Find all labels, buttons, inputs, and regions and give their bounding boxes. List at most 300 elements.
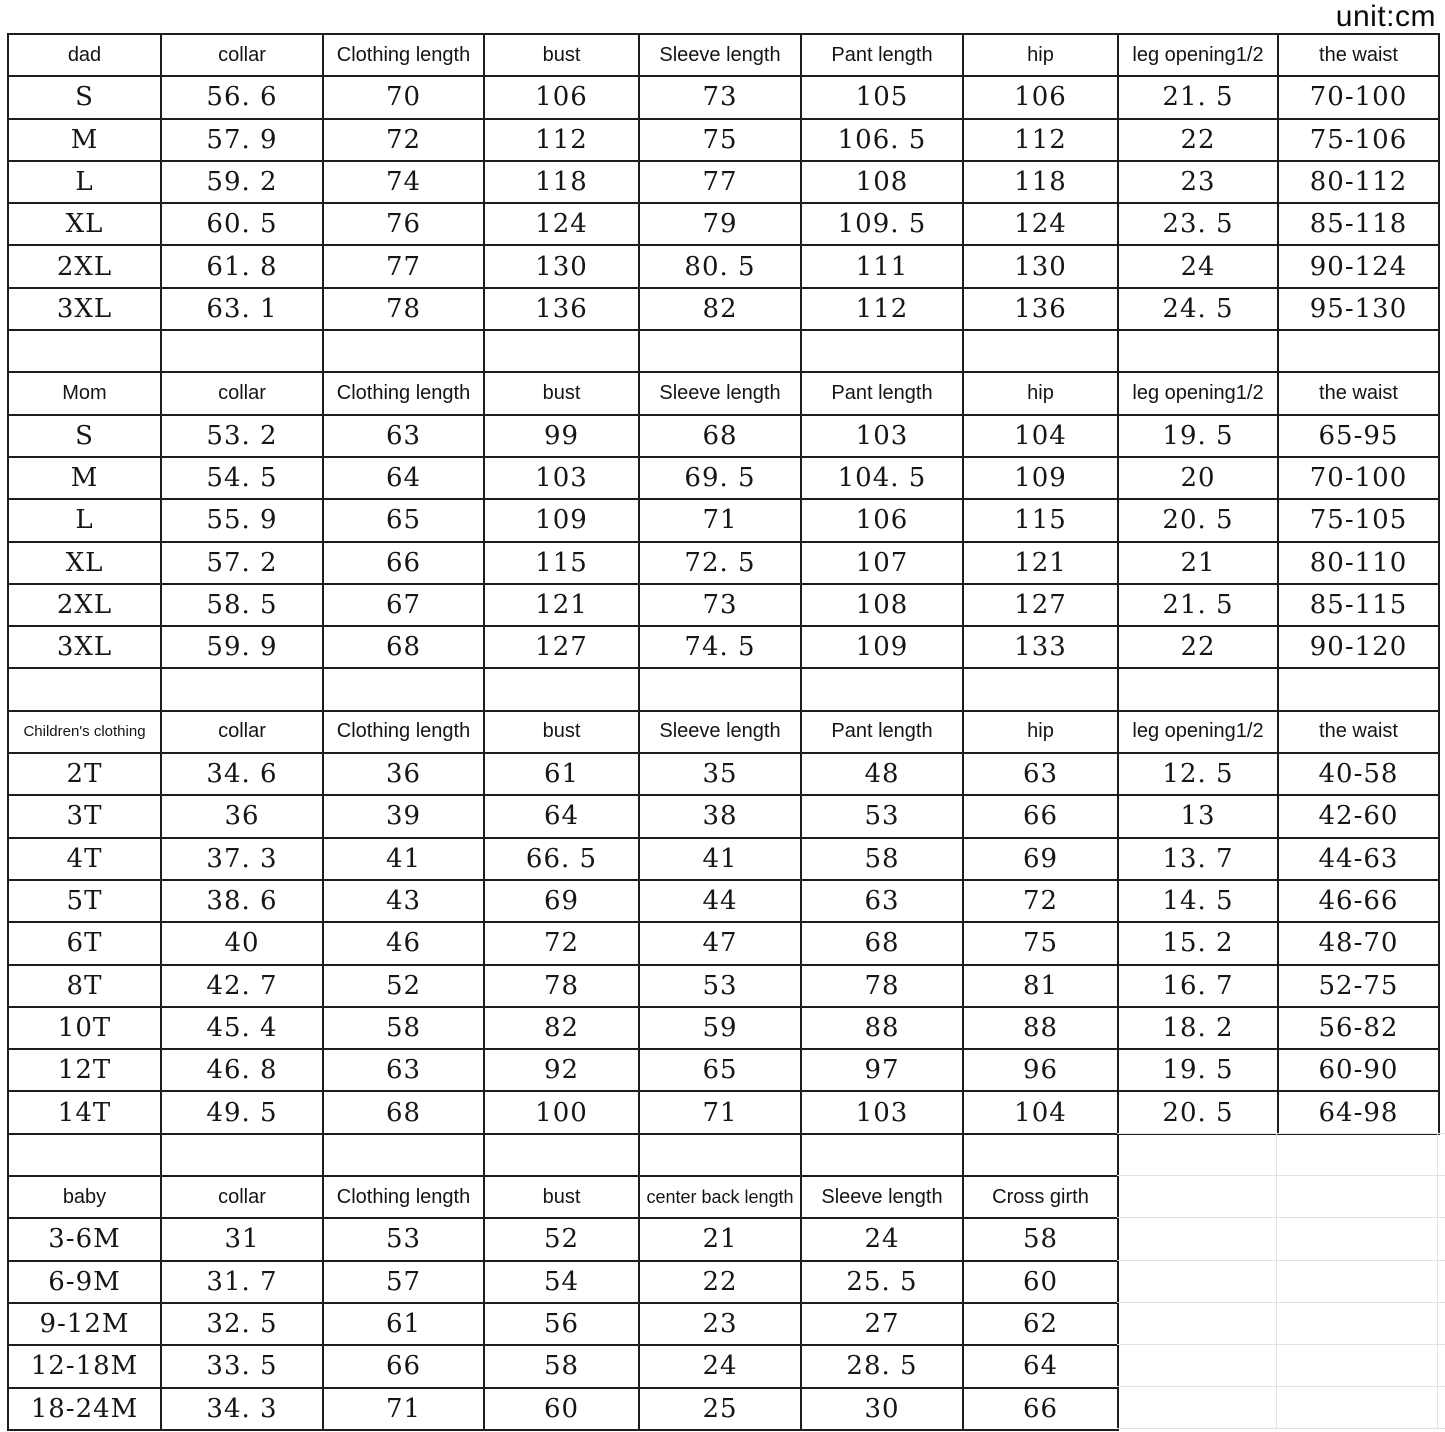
value-cell: 57. 2 [161,542,323,584]
value-cell: 78 [323,288,484,330]
value-cell: 44 [639,880,801,922]
size-label-cell: 9-12M [8,1303,161,1345]
value-cell: 60 [484,1388,639,1430]
size-label-cell: 3XL [8,288,161,330]
value-cell: 42-60 [1278,795,1439,837]
size-label-cell: S [8,415,161,457]
size-row [8,1345,1118,1387]
column-header-cell: bust [484,711,639,753]
value-cell: 107 [801,542,963,584]
empty-cell [484,1134,639,1176]
value-cell: 48 [801,753,963,795]
value-cell: 14. 5 [1118,880,1278,922]
value-cell: 103 [801,1091,963,1133]
empty-cell [1118,330,1278,372]
value-cell: 130 [484,245,639,287]
size-row [8,76,1439,118]
children-size-table [7,710,1440,1135]
column-header-cell: Sleeve length [639,34,801,76]
size-row [8,542,1439,584]
faint-gridline-h [1117,1133,1445,1134]
value-cell: 28. 5 [801,1345,963,1387]
value-cell: 79 [639,203,801,245]
value-cell: 57 [323,1261,484,1303]
value-cell: 66 [323,542,484,584]
size-label-cell: 5T [8,880,161,922]
column-header-cell: Clothing length [323,372,484,414]
empty-cell [323,330,484,372]
column-header-cell: Sleeve length [639,372,801,414]
value-cell: 59 [639,1007,801,1049]
size-label-cell: 18-24M [8,1388,161,1430]
column-header-cell: hip [963,711,1118,753]
column-header-cell: Sleeve length [801,1176,963,1218]
value-cell: 56 [484,1303,639,1345]
header-row [8,1176,1118,1218]
value-cell: 61. 8 [161,245,323,287]
value-cell: 78 [484,965,639,1007]
section-header-cell: dad [8,34,161,76]
value-cell: 96 [963,1049,1118,1091]
column-header-cell: collar [161,372,323,414]
size-row [8,1218,1118,1260]
value-cell: 34. 3 [161,1388,323,1430]
value-cell: 72 [963,880,1118,922]
value-cell: 67 [323,584,484,626]
empty-cell [963,1134,1118,1176]
value-cell: 58 [484,1345,639,1387]
separator-row [7,667,1440,711]
value-cell: 90-120 [1278,626,1439,668]
value-cell: 81 [963,965,1118,1007]
value-cell: 53 [639,965,801,1007]
size-label-cell: 2XL [8,584,161,626]
value-cell: 23 [639,1303,801,1345]
value-cell: 112 [484,119,639,161]
value-cell: 68 [801,922,963,964]
value-cell: 85-118 [1278,203,1439,245]
value-cell: 104 [963,415,1118,457]
size-row [8,1049,1439,1091]
value-cell: 88 [963,1007,1118,1049]
value-cell: 72 [323,119,484,161]
value-cell: 12. 5 [1118,753,1278,795]
value-cell: 55. 9 [161,499,323,541]
size-label-cell: M [8,119,161,161]
value-cell: 52-75 [1278,965,1439,1007]
column-header-cell: bust [484,372,639,414]
value-cell: 59. 9 [161,626,323,668]
value-cell: 36 [323,753,484,795]
header-row [8,34,1439,76]
size-label-cell: 2T [8,753,161,795]
value-cell: 106 [963,76,1118,118]
value-cell: 106 [484,76,639,118]
value-cell: 104 [963,1091,1118,1133]
value-cell: 103 [801,415,963,457]
value-cell: 69 [963,838,1118,880]
value-cell: 44-63 [1278,838,1439,880]
faint-gridline-h [1117,1344,1445,1345]
value-cell: 66. 5 [484,838,639,880]
column-header-cell: leg opening1/2 [1118,711,1278,753]
column-header-cell: Cross girth [963,1176,1118,1218]
value-cell: 21. 5 [1118,584,1278,626]
column-header-cell: hip [963,372,1118,414]
size-row [8,288,1439,330]
size-row [8,1091,1439,1133]
size-row [8,838,1439,880]
value-cell: 53 [801,795,963,837]
value-cell: 24. 5 [1118,288,1278,330]
empty-cell [1278,668,1439,710]
dad-size-table [7,33,1440,331]
value-cell: 21 [639,1218,801,1260]
size-row [8,1007,1439,1049]
empty-cell [1278,330,1439,372]
empty-cell [8,330,161,372]
size-row [8,880,1439,922]
column-header-cell: Pant length [801,711,963,753]
value-cell: 64 [323,457,484,499]
separator-row [7,1133,1119,1177]
column-header-cell: collar [161,711,323,753]
size-row [8,1261,1118,1303]
value-cell: 73 [639,584,801,626]
value-cell: 118 [484,161,639,203]
size-label-cell: 3XL [8,626,161,668]
value-cell: 58. 5 [161,584,323,626]
empty-cell [801,1134,963,1176]
empty-cell [1118,668,1278,710]
column-header-cell: hip [963,34,1118,76]
empty-cell [639,330,801,372]
value-cell: 58 [963,1218,1118,1260]
section-header-cell: Mom [8,372,161,414]
size-row [8,457,1439,499]
faint-gridline-v [1437,1133,1438,1429]
size-row [8,415,1439,457]
empty-row [8,1134,1118,1176]
value-cell: 85-115 [1278,584,1439,626]
empty-cell [161,1134,323,1176]
value-cell: 40-58 [1278,753,1439,795]
size-label-cell: 3T [8,795,161,837]
value-cell: 52 [484,1218,639,1260]
size-label-cell: 12-18M [8,1345,161,1387]
value-cell: 21. 5 [1118,76,1278,118]
value-cell: 63 [963,753,1118,795]
column-header-cell: Clothing length [323,34,484,76]
empty-row [8,330,1439,372]
value-cell: 41 [323,838,484,880]
column-header-cell: Pant length [801,34,963,76]
value-cell: 58 [323,1007,484,1049]
size-label-cell: 12T [8,1049,161,1091]
value-cell: 22 [1118,626,1278,668]
column-header-cell: Sleeve length [639,711,801,753]
value-cell: 24 [639,1345,801,1387]
column-header-cell: the waist [1278,711,1439,753]
size-label-cell: 14T [8,1091,161,1133]
value-cell: 48-70 [1278,922,1439,964]
value-cell: 63 [323,415,484,457]
empty-cell [801,668,963,710]
value-cell: 53 [323,1218,484,1260]
value-cell: 45. 4 [161,1007,323,1049]
value-cell: 136 [963,288,1118,330]
empty-cell [8,1134,161,1176]
value-cell: 31 [161,1218,323,1260]
size-label-cell: 8T [8,965,161,1007]
size-label-cell: M [8,457,161,499]
faint-gridline-h [1117,1260,1445,1261]
value-cell: 109 [963,457,1118,499]
value-cell: 105 [801,76,963,118]
value-cell: 127 [484,626,639,668]
value-cell: 19. 5 [1118,415,1278,457]
value-cell: 59. 2 [161,161,323,203]
value-cell: 30 [801,1388,963,1430]
value-cell: 76 [323,203,484,245]
value-cell: 66 [323,1345,484,1387]
value-cell: 121 [963,542,1118,584]
value-cell: 20 [1118,457,1278,499]
value-cell: 109 [801,626,963,668]
value-cell: 104. 5 [801,457,963,499]
size-label-cell: XL [8,542,161,584]
size-label-cell: L [8,499,161,541]
column-header-cell: bust [484,34,639,76]
empty-cell [801,330,963,372]
column-header-cell: Pant length [801,372,963,414]
empty-cell [484,668,639,710]
value-cell: 63 [323,1049,484,1091]
faint-gridline-h [1117,1302,1445,1303]
value-cell: 18. 2 [1118,1007,1278,1049]
value-cell: 77 [639,161,801,203]
value-cell: 19. 5 [1118,1049,1278,1091]
value-cell: 103 [484,457,639,499]
value-cell: 60 [963,1261,1118,1303]
value-cell: 74. 5 [639,626,801,668]
value-cell: 42. 7 [161,965,323,1007]
value-cell: 82 [639,288,801,330]
value-cell: 57. 9 [161,119,323,161]
value-cell: 34. 6 [161,753,323,795]
value-cell: 54 [484,1261,639,1303]
value-cell: 46 [323,922,484,964]
column-header-cell: leg opening1/2 [1118,372,1278,414]
size-row [8,922,1439,964]
value-cell: 36 [161,795,323,837]
header-row [8,711,1439,753]
value-cell: 75 [639,119,801,161]
value-cell: 124 [963,203,1118,245]
value-cell: 136 [484,288,639,330]
value-cell: 68 [323,1091,484,1133]
value-cell: 13 [1118,795,1278,837]
value-cell: 78 [801,965,963,1007]
value-cell: 108 [801,584,963,626]
size-label-cell: 6T [8,922,161,964]
value-cell: 35 [639,753,801,795]
value-cell: 70 [323,76,484,118]
column-header-cell: leg opening1/2 [1118,34,1278,76]
size-label-cell: 10T [8,1007,161,1049]
value-cell: 43 [323,880,484,922]
size-row [8,584,1439,626]
value-cell: 62 [963,1303,1118,1345]
empty-row [8,668,1439,710]
section-header-cell: baby [8,1176,161,1218]
value-cell: 56-82 [1278,1007,1439,1049]
value-cell: 27 [801,1303,963,1345]
value-cell: 124 [484,203,639,245]
value-cell: 74 [323,161,484,203]
value-cell: 32. 5 [161,1303,323,1345]
value-cell: 127 [963,584,1118,626]
size-label-cell: L [8,161,161,203]
value-cell: 64 [963,1345,1118,1387]
value-cell: 52 [323,965,484,1007]
mom-size-table [7,371,1440,669]
value-cell: 25 [639,1388,801,1430]
value-cell: 80-110 [1278,542,1439,584]
size-row [8,795,1439,837]
value-cell: 75-106 [1278,119,1439,161]
empty-cell [8,668,161,710]
value-cell: 88 [801,1007,963,1049]
section-header-cell: Children's clothing [8,711,161,753]
size-row [8,499,1439,541]
value-cell: 13. 7 [1118,838,1278,880]
size-row [8,203,1439,245]
value-cell: 64 [484,795,639,837]
value-cell: 54. 5 [161,457,323,499]
value-cell: 72 [484,922,639,964]
value-cell: 71 [323,1388,484,1430]
size-label-cell: 2XL [8,245,161,287]
value-cell: 66 [963,1388,1118,1430]
value-cell: 82 [484,1007,639,1049]
value-cell: 58 [801,838,963,880]
column-header-cell: bust [484,1176,639,1218]
value-cell: 24 [1118,245,1278,287]
value-cell: 41 [639,838,801,880]
value-cell: 68 [639,415,801,457]
column-header-cell: collar [161,1176,323,1218]
empty-cell [639,1134,801,1176]
size-label-cell: 6-9M [8,1261,161,1303]
value-cell: 70-100 [1278,76,1439,118]
value-cell: 115 [963,499,1118,541]
value-cell: 38. 6 [161,880,323,922]
value-cell: 65 [323,499,484,541]
size-row [8,1388,1118,1430]
value-cell: 66 [963,795,1118,837]
value-cell: 15. 2 [1118,922,1278,964]
size-label-cell: 3-6M [8,1218,161,1260]
value-cell: 106 [801,499,963,541]
empty-cell [639,668,801,710]
value-cell: 95-130 [1278,288,1439,330]
value-cell: 112 [963,119,1118,161]
value-cell: 20. 5 [1118,1091,1278,1133]
value-cell: 24 [801,1218,963,1260]
value-cell: 133 [963,626,1118,668]
value-cell: 64-98 [1278,1091,1439,1133]
faint-gridline-h [1117,1428,1445,1429]
value-cell: 23. 5 [1118,203,1278,245]
faint-gridline-v [1276,1133,1277,1429]
value-cell: 63 [801,880,963,922]
value-cell: 61 [323,1303,484,1345]
value-cell: 20. 5 [1118,499,1278,541]
value-cell: 100 [484,1091,639,1133]
value-cell: 46. 8 [161,1049,323,1091]
value-cell: 99 [484,415,639,457]
value-cell: 70-100 [1278,457,1439,499]
faint-gridline-h [1117,1217,1445,1218]
value-cell: 61 [484,753,639,795]
value-cell: 71 [639,499,801,541]
size-label-cell: XL [8,203,161,245]
column-header-cell: Clothing length [323,1176,484,1218]
faint-gridline-h [1117,1386,1445,1387]
value-cell: 97 [801,1049,963,1091]
value-cell: 77 [323,245,484,287]
size-label-cell: S [8,76,161,118]
value-cell: 90-124 [1278,245,1439,287]
column-header-cell: center back length [639,1176,801,1218]
size-row [8,626,1439,668]
value-cell: 109. 5 [801,203,963,245]
size-label-cell: 4T [8,838,161,880]
value-cell: 92 [484,1049,639,1091]
value-cell: 60-90 [1278,1049,1439,1091]
value-cell: 63. 1 [161,288,323,330]
size-row [8,753,1439,795]
value-cell: 69. 5 [639,457,801,499]
value-cell: 23 [1118,161,1278,203]
header-row [8,372,1439,414]
table-stack [7,33,1440,1431]
value-cell: 21 [1118,542,1278,584]
empty-cell [484,330,639,372]
value-cell: 16. 7 [1118,965,1278,1007]
value-cell: 75-105 [1278,499,1439,541]
value-cell: 37. 3 [161,838,323,880]
separator-row [7,329,1440,373]
size-row [8,965,1439,1007]
value-cell: 22 [639,1261,801,1303]
value-cell: 47 [639,922,801,964]
value-cell: 72. 5 [639,542,801,584]
empty-cell [323,1134,484,1176]
value-cell: 118 [963,161,1118,203]
value-cell: 60. 5 [161,203,323,245]
value-cell: 56. 6 [161,76,323,118]
value-cell: 65 [639,1049,801,1091]
value-cell: 65-95 [1278,415,1439,457]
empty-cell [323,668,484,710]
value-cell: 121 [484,584,639,626]
value-cell: 31. 7 [161,1261,323,1303]
column-header-cell: the waist [1278,34,1439,76]
value-cell: 68 [323,626,484,668]
value-cell: 69 [484,880,639,922]
